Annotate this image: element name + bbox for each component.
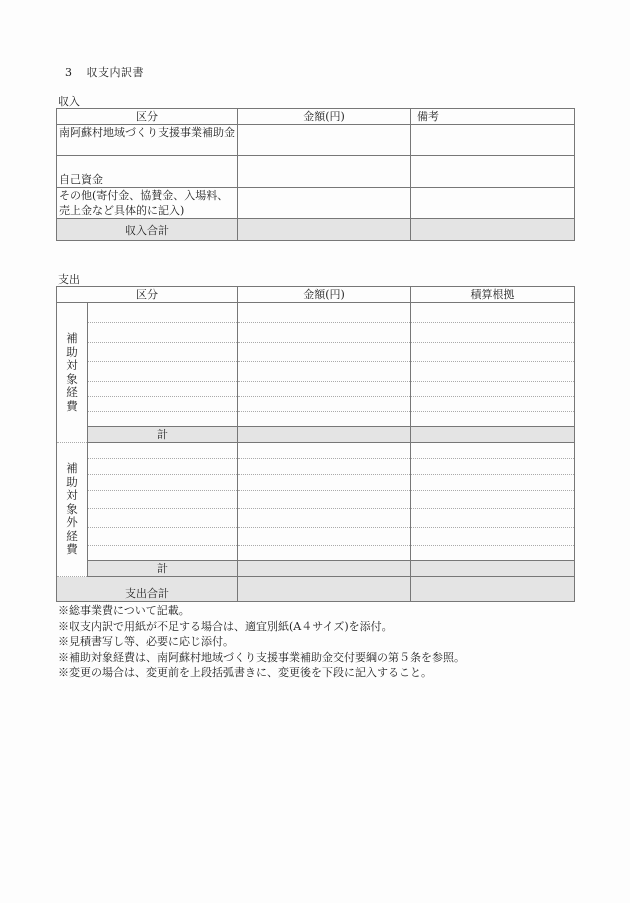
expense-row <box>57 546 575 561</box>
expense-table <box>56 286 575 602</box>
expense-total-basis[interactable] <box>411 577 575 602</box>
income-header-category: 区分 <box>57 109 238 125</box>
expense-label: 支出 <box>58 273 80 286</box>
expense-amount-cell[interactable] <box>238 491 411 509</box>
expense-amount-cell[interactable] <box>238 303 411 323</box>
expense-amount-cell[interactable] <box>238 397 411 412</box>
subtotal-basis[interactable] <box>411 427 575 443</box>
subtotal-amount[interactable] <box>238 561 411 577</box>
income-category-cell: その他(寄付金、協賛金、入場料、売上金など具体的に記入) <box>57 188 238 219</box>
expense-basis-cell[interactable] <box>411 459 575 475</box>
expense-item-cell[interactable] <box>88 459 238 475</box>
expense-header-row <box>57 287 575 303</box>
expense-amount-cell[interactable] <box>238 362 411 382</box>
expense-item-cell[interactable] <box>88 303 238 323</box>
expense-basis-cell[interactable] <box>411 546 575 561</box>
income-total-amount[interactable] <box>238 219 411 241</box>
expense-item-cell[interactable] <box>88 528 238 546</box>
expense-basis-cell[interactable] <box>411 382 575 397</box>
expense-row <box>57 491 575 509</box>
expense-item-cell[interactable] <box>88 412 238 427</box>
expense-amount-cell[interactable] <box>238 528 411 546</box>
expense-row <box>57 443 575 459</box>
income-total-remarks[interactable] <box>411 219 575 241</box>
expense-item-cell[interactable] <box>88 509 238 528</box>
expense-basis-cell[interactable] <box>411 443 575 459</box>
expense-amount-cell[interactable] <box>238 323 411 343</box>
expense-item-cell[interactable] <box>88 382 238 397</box>
expense-item-cell[interactable] <box>88 362 238 382</box>
expense-basis-cell[interactable] <box>411 412 575 427</box>
expense-row <box>57 382 575 397</box>
expense-amount-cell[interactable] <box>238 509 411 528</box>
expense-basis-cell[interactable] <box>411 323 575 343</box>
expense-total-row <box>57 577 575 602</box>
expense-basis-cell[interactable] <box>411 509 575 528</box>
section-title: 収支内訳書 <box>86 66 144 79</box>
expense-row <box>57 323 575 343</box>
expense-row <box>57 412 575 427</box>
income-header-remarks: 備考 <box>411 109 575 125</box>
subsidized-expenses-label: 補助対象経費 <box>57 303 88 443</box>
subtotal-amount[interactable] <box>238 427 411 443</box>
expense-total-label: 支出合計 <box>57 577 238 602</box>
expense-basis-cell[interactable] <box>411 475 575 491</box>
expense-row <box>57 362 575 382</box>
expense-item-cell[interactable] <box>88 491 238 509</box>
expense-row <box>57 343 575 362</box>
expense-total-amount[interactable] <box>238 577 411 602</box>
expense-amount-cell[interactable] <box>238 459 411 475</box>
expense-item-cell[interactable] <box>88 397 238 412</box>
income-amount-cell[interactable] <box>238 188 411 219</box>
expense-row <box>57 459 575 475</box>
income-row-own-funds <box>57 156 575 188</box>
expense-amount-cell[interactable] <box>238 475 411 491</box>
expense-row <box>57 509 575 528</box>
expense-item-cell[interactable] <box>88 546 238 561</box>
expense-amount-cell[interactable] <box>238 546 411 561</box>
expense-amount-cell[interactable] <box>238 412 411 427</box>
income-total-row <box>57 219 575 241</box>
expense-header-basis: 積算根拠 <box>411 287 575 303</box>
income-row-subsidy <box>57 125 575 156</box>
expense-basis-cell[interactable] <box>411 397 575 412</box>
non-subsidized-expenses-label: 補助対象外経費 <box>57 443 88 577</box>
income-remarks-cell[interactable] <box>411 156 575 188</box>
note-item: ※収支内訳で用紙が不足する場合は、適宜別紙(A４サイズ)を添付。 <box>58 619 393 633</box>
non-subsidized-subtotal-row <box>57 561 575 577</box>
section-number: 3 <box>65 66 73 79</box>
note-item: ※変更の場合は、変更前を上段括弧書きに、変更後を下段に記入すること。 <box>58 666 432 679</box>
expense-basis-cell[interactable] <box>411 362 575 382</box>
expense-row <box>57 397 575 412</box>
expense-basis-cell[interactable] <box>411 528 575 546</box>
expense-basis-cell[interactable] <box>411 303 575 323</box>
income-header-row <box>57 109 575 125</box>
income-amount-cell[interactable] <box>238 156 411 188</box>
income-header-amount: 金額(円) <box>238 109 411 125</box>
expense-basis-cell[interactable] <box>411 491 575 509</box>
subtotal-label: 計 <box>88 427 238 443</box>
expense-header-amount: 金額(円) <box>238 287 411 303</box>
income-remarks-cell[interactable] <box>411 188 575 219</box>
income-row-other <box>57 188 575 219</box>
income-total-label: 収入合計 <box>57 219 238 241</box>
expense-item-cell[interactable] <box>88 475 238 491</box>
expense-item-cell[interactable] <box>88 343 238 362</box>
expense-item-cell[interactable] <box>88 443 238 459</box>
income-remarks-cell[interactable] <box>411 125 575 156</box>
expense-amount-cell[interactable] <box>238 343 411 362</box>
expense-header-category: 区分 <box>57 287 238 303</box>
subsidized-subtotal-row <box>57 427 575 443</box>
expense-amount-cell[interactable] <box>238 443 411 459</box>
note-item: ※総事業費について記載。 <box>58 604 190 617</box>
expense-basis-cell[interactable] <box>411 343 575 362</box>
expense-row <box>57 303 575 323</box>
subtotal-basis[interactable] <box>411 561 575 577</box>
note-item: ※補助対象経費は、南阿蘇村地域づくり支援事業補助金交付要綱の第５条を参照。 <box>58 650 465 664</box>
section-heading <box>65 64 144 80</box>
income-amount-cell[interactable] <box>238 125 411 156</box>
income-category-cell: 自己資金 <box>57 156 238 188</box>
notes <box>58 603 465 681</box>
expense-row <box>57 475 575 491</box>
expense-amount-cell[interactable] <box>238 382 411 397</box>
income-category-cell: 南阿蘇村地域づくり支援事業補助金 <box>57 125 238 156</box>
income-table <box>56 108 575 241</box>
note-item: ※見積書写し等、必要に応じ添付。 <box>58 635 234 648</box>
expense-item-cell[interactable] <box>88 323 238 343</box>
expense-row <box>57 528 575 546</box>
income-label: 収入 <box>58 95 80 108</box>
subtotal-label: 計 <box>88 561 238 577</box>
